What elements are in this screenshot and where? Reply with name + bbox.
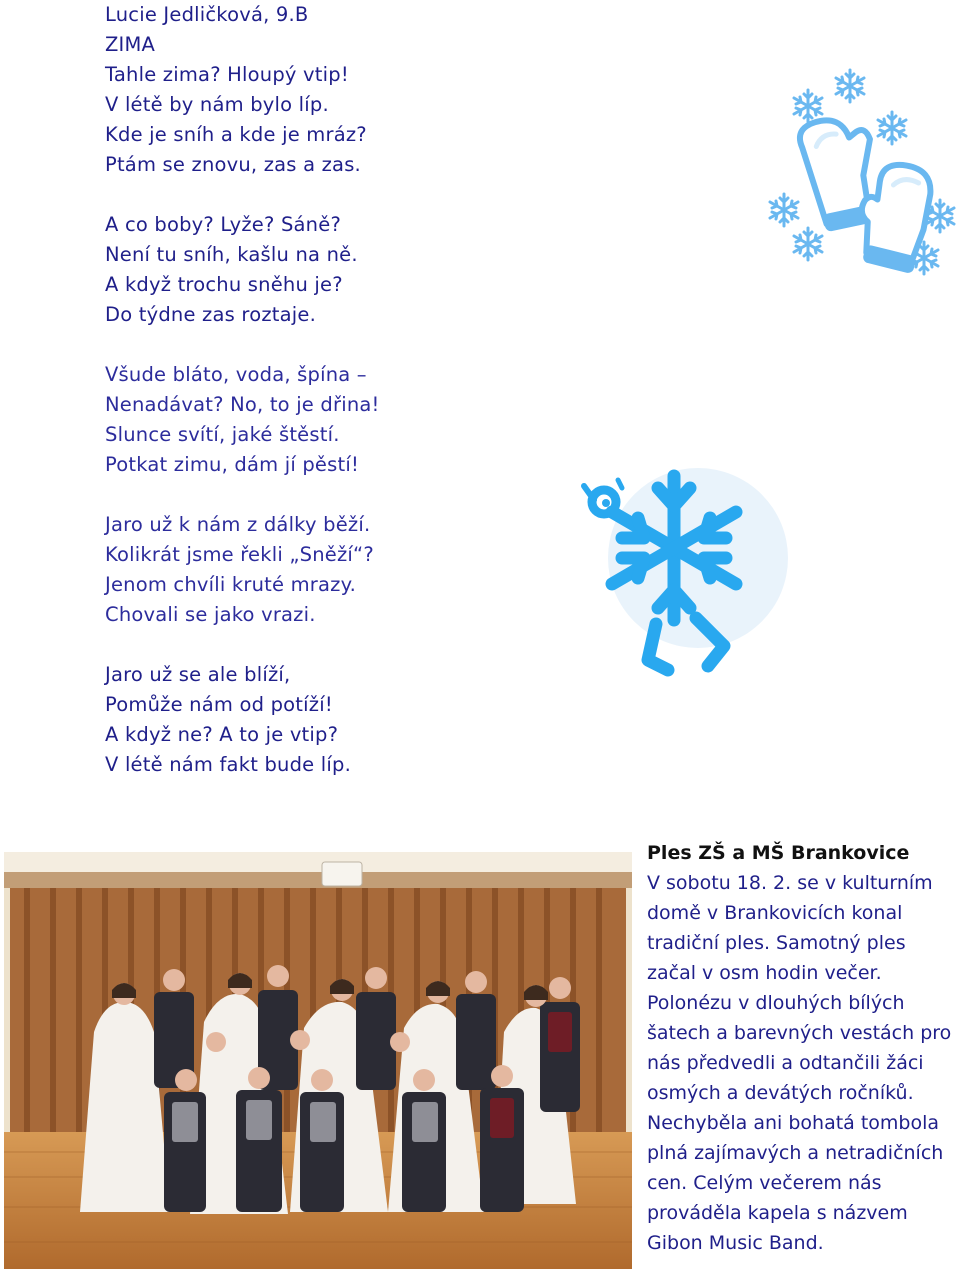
poem-line: Kde je sníh a kde je mráz?: [105, 123, 367, 146]
poem-line: Ptám se znovu, zas a zas.: [105, 153, 361, 176]
poem-line: Jenom chvíli kruté mrazy.: [105, 573, 356, 596]
poem-line: Do týdne zas roztaje.: [105, 303, 316, 326]
poem-line: V létě by nám bylo líp.: [105, 93, 329, 116]
poem-line: Pomůže nám od potíží!: [105, 693, 333, 716]
article-line: V sobotu 18. 2. se v kulturním: [647, 872, 933, 894]
poem-title: ZIMA: [105, 33, 156, 56]
stanza-gap: [105, 330, 380, 360]
article-line: Gibon Music Band.: [647, 1232, 824, 1254]
poem-line: Všude bláto, voda, špína –: [105, 363, 367, 386]
poem: [105, 0, 380, 780]
mittens-illustration: [762, 62, 960, 292]
article-line: prováděla kapela s názvem: [647, 1202, 908, 1224]
walking-snowflake-illustration: [560, 448, 790, 688]
snowflake-icon: [836, 70, 864, 102]
article-line: Nechyběla ani bohatá tombola: [647, 1112, 940, 1134]
poem-line: Chovali se jako vrazi.: [105, 603, 316, 626]
article-line: domě v Brankovicích konal: [647, 902, 903, 924]
stanza-gap: [105, 480, 380, 510]
poem-author: Lucie Jedličková, 9.B: [105, 3, 309, 26]
article: [647, 838, 960, 1258]
article-line: Polonézu v dlouhých bílých: [647, 992, 905, 1014]
poem-line: Není tu sníh, kašlu na ně.: [105, 243, 358, 266]
poem-line: A když ne? A to je vtip?: [105, 723, 339, 746]
article-headline: Ples ZŠ a MŠ Brankovice: [647, 842, 910, 864]
article-line: začal v osm hodin večer.: [647, 962, 882, 984]
article-line: nás předvedli a odtančili žáci: [647, 1052, 924, 1074]
article-line: osmých a devátých ročníků.: [647, 1082, 914, 1104]
article-line: plná zajímavých a netradičních: [647, 1142, 944, 1164]
stanza-gap: [105, 630, 380, 660]
poem-line: V létě nám fakt bude líp.: [105, 753, 351, 776]
ball-group-photo: [4, 852, 632, 1269]
article-line: šatech a barevných vestách pro: [647, 1022, 952, 1044]
poem-line: Slunce svítí, jaké štěstí.: [105, 423, 340, 446]
stanza-gap: [105, 180, 380, 210]
poem-line: Tahle zima? Hloupý vtip!: [105, 63, 349, 86]
poem-line: Jaro už se ale blíží,: [105, 663, 291, 686]
poem-line: Potkat zimu, dám jí pěstí!: [105, 453, 359, 476]
poem-line: A když trochu sněhu je?: [105, 273, 343, 296]
poem-line: Kolikrát jsme řekli „Sněží“?: [105, 543, 374, 566]
article-line: cen. Celým večerem nás: [647, 1172, 882, 1194]
snowflake-icon: [794, 90, 822, 122]
snowflake-icon: [794, 228, 822, 260]
poem-line: A co boby? Lyže? Sáně?: [105, 213, 341, 236]
snowflake-icon: [878, 112, 906, 144]
poem-line: Nenadávat? No, to je dřina!: [105, 393, 380, 416]
snowflake-icon: [770, 194, 798, 226]
poem-line: Jaro už k nám z dálky běží.: [105, 513, 371, 536]
article-line: tradiční ples. Samotný ples: [647, 932, 906, 954]
